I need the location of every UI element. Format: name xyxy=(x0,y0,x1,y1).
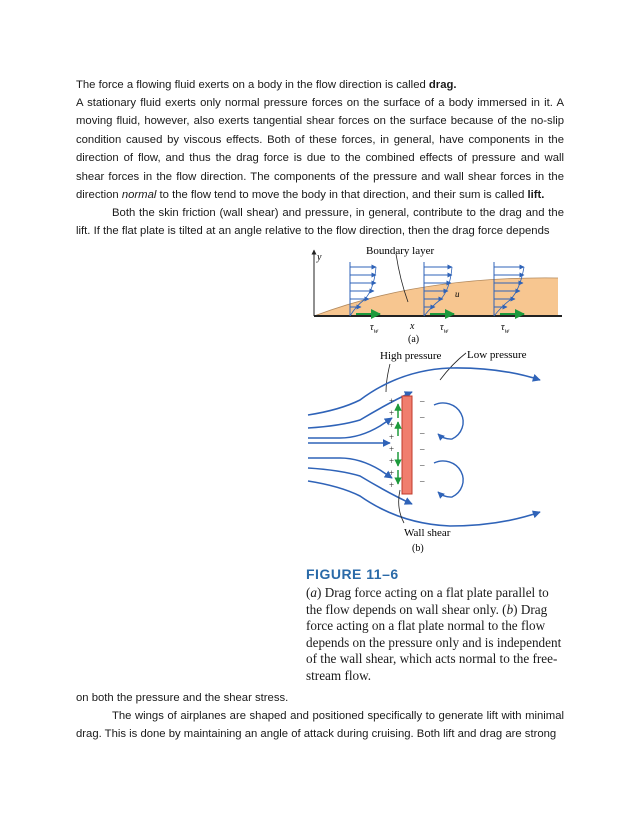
panel-a-label: (a) xyxy=(408,334,420,345)
svg-text:–: – xyxy=(420,396,425,406)
paragraph-text: Both the skin friction (wall shear) and pressure, in general, contribute to the drag and the lift. If the flat plate is tilted at an angle relative to the flow direction, then the drag force depends xyxy=(76,207,564,238)
high-pressure-leader xyxy=(386,364,390,392)
svg-text:+: + xyxy=(389,432,395,442)
paragraph-text-cont: to the flow tend to move the body in that direction, and their sum is called xyxy=(156,189,528,202)
pressure-minus-signs xyxy=(419,396,425,486)
streamline-top-2 xyxy=(308,392,412,428)
figure-caption xyxy=(306,566,566,685)
vortex-bottom xyxy=(434,461,463,497)
streamline-top-1 xyxy=(308,368,540,415)
low-pressure-leader xyxy=(440,353,466,380)
tau-w-label-3: $\tau_w$ xyxy=(501,322,510,335)
vortex-top xyxy=(434,403,463,439)
y-axis-label: y xyxy=(317,252,322,263)
paragraph-wings xyxy=(76,707,564,744)
paragraph-text: A stationary fluid exerts only normal pressure forces on the surface of a body immersed in it. A moving fluid, however, also exerts tangential shear forces on the surface because of the no-slip condition caused by viscous effects. Both of these forces, in general, have components in the direction of flow, and thus the drag force is due to the combined effects of pressure and wall shear forces in the flow direction. The components of the pressure and wall shear forces in the direction xyxy=(76,97,564,202)
svg-text:+: + xyxy=(389,420,395,430)
figure-drag-flat-plate xyxy=(300,240,570,560)
svg-text:–: – xyxy=(420,412,425,422)
velocity-label-u: u xyxy=(455,289,460,299)
term-lift: lift. xyxy=(527,189,545,202)
caption-text: (a) Drag force acting on a flat plate parallel to the flow depends on wall shear only. (b) Drag force acting on a flat plate normal to the flow depends on the pressure only and is independent of the wall shear, which acts normal to the free-stream flow. xyxy=(306,585,562,683)
streamline-bottom-3 xyxy=(308,456,395,478)
high-pressure-label: High pressure xyxy=(380,350,442,362)
boundary-layer-region xyxy=(314,278,558,316)
svg-text:–: – xyxy=(420,476,425,486)
panel-b-normal-plate xyxy=(308,349,540,554)
tau-w-label-2: $\tau_w$ xyxy=(440,322,449,335)
svg-text:+: + xyxy=(389,396,395,406)
svg-text:–: – xyxy=(420,428,425,438)
low-pressure-label: Low pressure xyxy=(467,349,527,361)
panel-a-boundary-layer xyxy=(314,245,562,345)
panel-b-label: (b) xyxy=(412,543,424,554)
streamline-top-3 xyxy=(308,418,395,438)
paragraph-tail: on both the pressure and the shear stress. xyxy=(76,692,289,704)
wall-shear-label: Wall shear xyxy=(404,527,451,539)
x-axis-label: x xyxy=(410,321,415,332)
paragraph-text: The wings of airplanes are shaped and positioned specifically to generate lift with minimal drag. This is done by maintaining an angle of attack during cruising. Both lift and drag are strong xyxy=(76,710,564,741)
paragraph-forces xyxy=(76,94,564,204)
streamline-bottom-1 xyxy=(308,481,540,526)
paragraph-text: The force a flowing fluid exerts on a body in the flow direction is called xyxy=(76,79,429,91)
svg-text:–: – xyxy=(420,460,425,470)
svg-text:+: + xyxy=(389,408,395,418)
tau-w-label-1: $\tau_w$ xyxy=(370,322,379,335)
emphasis-normal: normal xyxy=(121,189,157,202)
streamline-bottom-2 xyxy=(308,468,412,504)
svg-text:+: + xyxy=(389,480,395,490)
figure-number: FIGURE 11–6 xyxy=(306,566,399,582)
boundary-layer-label: Boundary layer xyxy=(366,245,435,257)
svg-text:+: + xyxy=(389,456,395,466)
flat-plate-b xyxy=(402,396,412,494)
paragraph-skin-friction xyxy=(76,204,564,241)
paragraph-drag-definition xyxy=(76,76,564,94)
svg-text:+: + xyxy=(389,468,395,478)
svg-text:–: – xyxy=(420,444,425,454)
term-drag: drag. xyxy=(428,79,457,91)
svg-text:+: + xyxy=(389,444,395,454)
